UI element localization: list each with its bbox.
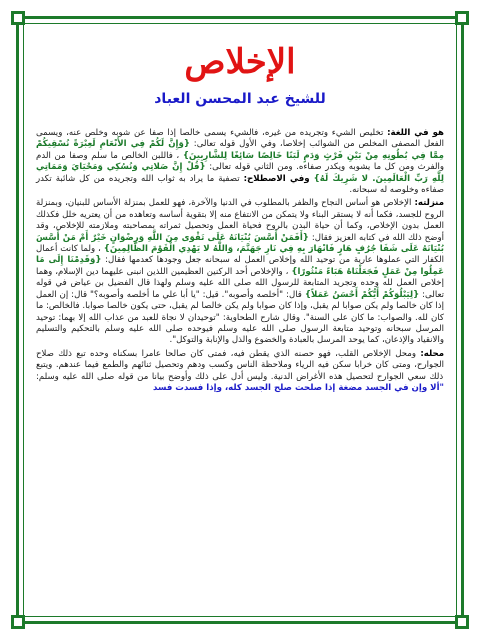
quran-verse: {وَإِنَّ لَكُمْ فِي الأَنْعَامِ لَعِبْرَةً نُسْقِيكُمْ مِمَّا فِي بُطُونِهِ مِنْ بَيْنِ فَرْثٍ وَدَمٍ لَبَنًا خَالِصًا سَائِغًا لِلشَّارِبِينَ} — [36, 139, 445, 161]
quran-verse: {لِيَبْلُوَكُمْ أَيُّكُمْ أَحْسَنُ عَمَلاً} — [304, 289, 420, 300]
paragraph-text: ، فاللبن الخالص ما سلم وصفا من الدم والفرث ومن كل ما يشوبه ويكدر صفاءه. ومن الثاني قوله تعالى: — [36, 150, 444, 173]
quran-verse: {قُلْ إِنَّ صَلاتِي وَنُسُكِي وَمَحْيَايَ وَمَمَاتِي لِلَّهِ رَبِّ الْعَالَمِينَ. لا شَرِيكَ لَهُ} — [36, 162, 444, 184]
author-line: للشيخ عبد المحسن العباد — [154, 91, 326, 107]
border-corner-ornament — [455, 11, 469, 25]
border-corner-ornament — [11, 11, 25, 25]
border-corner-ornament — [11, 615, 25, 629]
term-language: هو في اللغة: — [387, 128, 444, 138]
paragraph-text: ، والإخلاص أحد الركنين العظيمين اللذين انبنى عليهما دين الإسلام، وهما إخلاص العمل لله وحده وتجريد المتابعة للرسول الله صلى الله عليه وسلم ولهذا قال الفضيل بن عياض في قوله تعالى: — [36, 266, 444, 300]
hadith-quote: "ألا وإن في الجسد مضغة إذا صلحت صلح الجسد كله، وإذا فسدت فسد — [152, 382, 444, 393]
article-body — [36, 128, 444, 396]
term-terminology: وفي الاصطلاح: — [243, 173, 310, 184]
paragraph-status — [36, 198, 444, 346]
term-location: محله: — [420, 348, 445, 359]
paragraph-text: تخليص الشيء وتجريده من غيره، فالشيء يسمى خالصا إذا صفا عن شوبه وخلص عنه، ويسمى الفعل المصفى المخلص من الشوائب إخلاصا، وفي الأول قوله تعالى: — [36, 128, 445, 150]
paragraph-text: ، ولما كانت أعمال الكفار التي عملوها عارية من توحيد الله وإخلاص العمل له سبحانه جعل وجودها كعدمها فقال: — [36, 244, 444, 266]
quran-verse: {وَقَدِمْنَا إِلَى مَا عَمِلُوا مِنْ عَمَلٍ فَجَعَلْنَاهُ هَبَاءً مَنْثُورًا} — [36, 255, 444, 277]
paragraph-location — [36, 349, 444, 395]
paragraph-text: قال: "أخلصه وأصوبه". قيل: "يا أبا علي ما أخلصه وأصوبه؟" قال: إن العمل إذا كان خالصا ولم يكن صوابا لم يقبل، وإذا كان صوابا ولم يكن خالصا لم يقبل، حتى يكون خالصا صوابا. فالخالص: ما كان لله. والصواب: ما كان على السنة". وقال شارح الطحاوية: "توحيدان لا نجاة للعبد من عذاب الله إلا بهما: توحيد المرسل سبحانه وتوحيد متابعة الرسول صلى الله عليه وسلم فيوحده صلى الله عليه وسلم بالتحكيم والتسليم والانقياد والإذعان، كما يوحد المرسل بالعبادة والخضوع والذل والإنابة والتوكل". — [36, 289, 444, 346]
border-corner-ornament — [455, 615, 469, 629]
term-status: منزلته: — [414, 198, 445, 209]
paragraph-text: الإخلاص هو أساس النجاح والظفر بالمطلوب في الدنيا والآخرة، فهو للعمل بمنزلة الأساس للبنيان، وبمنزلة الروح للجسد، فكما أنه لا يستقر البناء ولا يتمكن من الانتفاع منه إلا بتقوية أساسه وتعاهده من أن يعتريه خلل فكذلك العمل بدون الإخلاص، وكما أن حياة البدن بالروح فحياة العمل وتحصيل ثمراته بمصاحبته وملازمته للإخلاص، وقد أوضح ذلك الله في كتابه العزيز فقال: — [36, 198, 444, 243]
paragraph-definition — [36, 128, 444, 196]
paragraph-text: ومحل الإخلاص القلب، فهو حصنه الذي يقطن فيه، فمتى كان صالحا عامرا بسكناه وحده تبع ذلك صلاح الجوارح، ومتى كان خرابا سكن فيه الرياء وملاحظة الناس وكسب ودهم وتحصيل ثنائهم والطمع فيما عندهم. ويتبع ذلك سعي الجوارح لتحصيل هذه الأغراض الدنية. وليس أدل على ذلك وأوضح بيانا من قوله صلى الله عليه وسلم: — [36, 348, 444, 382]
page-title: الإخلاص — [184, 42, 296, 82]
paragraph-text: تصفية ما يراد به ثواب الله وتجريده من كل شائبة تكدر صفاءه وخلوصه له سبحانه. — [36, 173, 444, 196]
quran-verse: {أَفَمَنْ أَسَّسَ بُنْيَانَهُ عَلَى تَقْوَى مِنَ اللَّهِ وَرِضْوَانٍ خَيْرٌ أَمْ مَنْ أَسَّسَ بُنْيَانَهُ عَلَى شَفَا جُرُفٍ هَارٍ فَانْهَارَ بِهِ فِي نَارِ جَهَنَّمَ، وَاللَّهُ لا يَهْدِي الْقَوْمَ الظَّالِمِينَ} — [36, 232, 444, 255]
